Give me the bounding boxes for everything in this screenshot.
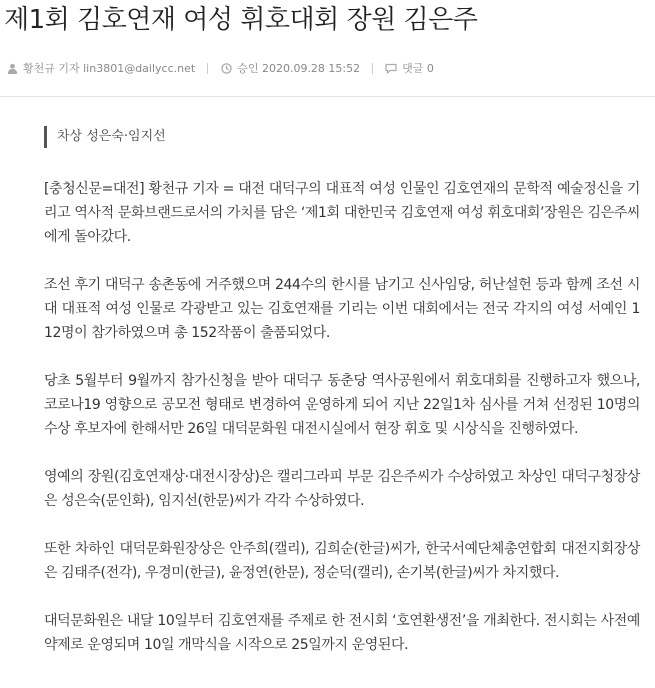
article-subhead: 차상 성은숙·임지선 (44, 126, 166, 148)
approved-text: 승인 2020.09.28 15:52 (237, 62, 361, 75)
article-paragraph: 영예의 장원(김호연재상·대전시장상)은 캘리그라피 부문 김은주씨가 수상하였고 차상인 대덕구청장상은 성은숙(문인화), 임지선(한문)씨가 각각 수상하였다. (44, 469, 640, 509)
meta-divider (207, 63, 208, 74)
article-paragraph: 조선 후기 대덕구 송촌동에 거주했으며 244수의 한시를 남기고 신사임당, 허난설헌 등과 함께 조선 시대 대표적 여성 인물로 각광받고 있는 김호연재를 기리는 이번 대회에서는 전국 각지의 여성 서예인 112명이 참가하였으며 총 152작품이 출품되었다. (44, 277, 640, 341)
comments-text[interactable]: 댓글 0 (402, 62, 434, 75)
meta-divider (372, 63, 373, 74)
article-headline: 제1회 김호연재 여성 휘호대회 장원 김은주 (4, 5, 478, 35)
user-icon (6, 62, 18, 74)
clock-icon (220, 62, 232, 74)
article-paragraph: [충청신문=대전] 황천규 기자 = 대전 대덕구의 대표적 여성 인물인 김호연재의 문학적 예술정신을 기리고 역사적 문화브랜드로서의 가치를 담은 ‘제1회 대한민국 김호연재 여성 휘호대회’장원은 김은주씨에게 돌아갔다. (44, 181, 640, 245)
meta-author (6, 60, 195, 76)
article-body (44, 177, 640, 681)
author-text: 황천규 기자 lin3801@dailycc.net (23, 62, 196, 75)
meta-approved (220, 60, 360, 76)
meta-divider-line (0, 96, 655, 97)
article-paragraph: 또한 차하인 대덕문화원장상은 안주희(캘리), 김희순(한글)씨가, 한국서예단체총연합회 대전지회장상은 김태주(전각), 우경미(한글), 윤정연(한문), 정순덕(캘리), 손기복(한글)씨가 차지했다. (44, 541, 640, 581)
article-paragraph: 당초 5월부터 9월까지 참가신청을 받아 대덕구 동춘당 역사공원에서 휘호대회를 진행하고자 했으나, 코로나19 영향으로 공모전 형태로 변경하여 운영하게 되어 지난 22일1차 심사를 거쳐 선정된 10명의 수상 후보자에 한해서만 26일 대덕문화원 대전시실에서 현장 휘호 및 시상식을 진행하였다. (44, 373, 640, 437)
meta-comments[interactable] (385, 60, 434, 76)
article-paragraph: 대덕문화원은 내달 10일부터 김호연재를 주제로 한 전시회 ‘호연환생전’을 개최한다. 전시회는 사전예약제로 운영되며 10일 개막식을 시작으로 25일까지 운영된다. (44, 613, 640, 653)
comment-icon (385, 62, 397, 74)
article-meta (6, 58, 646, 78)
